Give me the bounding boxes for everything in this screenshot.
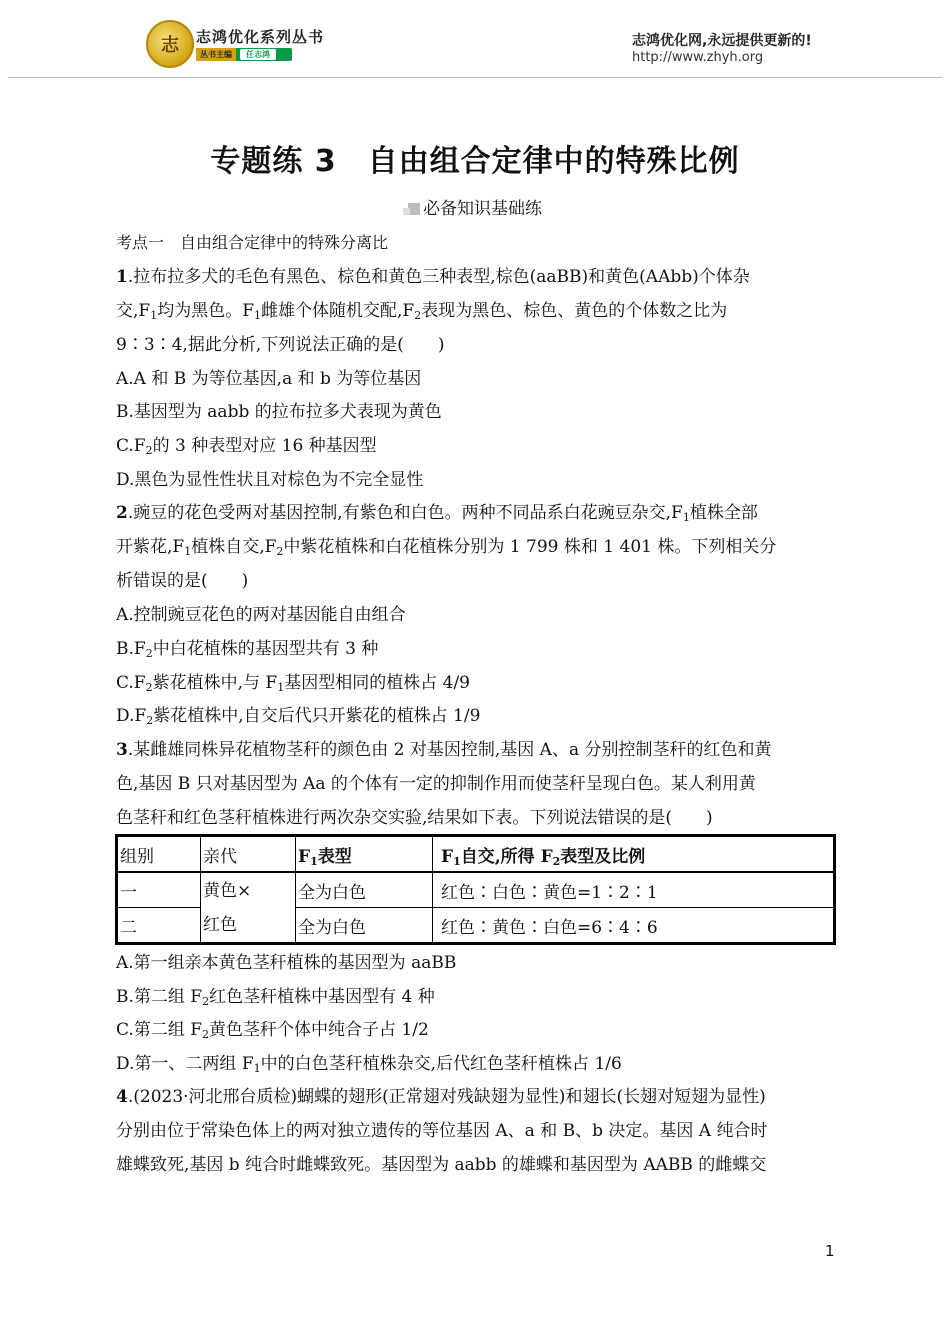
- experiment-table: [115, 834, 836, 945]
- cell-group: 二: [117, 908, 201, 944]
- q3-line-1: 3.某雌雄同株异花植物茎秆的颜色由 2 对基因控制,基因 A、a 分别控制茎秆的红色和黄: [116, 740, 772, 760]
- q3-line-3: 色茎秆和红色茎秆植株进行两次杂交实验,结果如下表。下列说法错误的是( ): [116, 808, 713, 828]
- q1-option-c[interactable]: $C.F_2$的 3 种表型对应 16 种基因型: [116, 436, 377, 457]
- cell-group: 一: [117, 872, 201, 908]
- q2-option-d[interactable]: $D.F_2$紫花植株中,自交后代只开紫花的植株占 1/9: [116, 706, 481, 727]
- header-parent: 亲代: [201, 836, 296, 873]
- q3-option-c[interactable]: C.第二组 $F_2$黄色茎秆个体中纯合子占 1/2: [116, 1020, 429, 1041]
- q3-option-b[interactable]: B.第二组 $F_2$红色茎秆植株中基因型有 4 种: [116, 987, 435, 1008]
- header-slogan: 志鸿优化网,永远提供更新的!: [632, 33, 812, 49]
- q2-option-c[interactable]: $C.F_2$紫花植株中,与 $F_1$基因型相同的植株占 4/9: [116, 673, 470, 694]
- table-row: [117, 872, 835, 908]
- page-title: 专题练 3 自由组合定律中的特殊比例: [210, 144, 740, 179]
- editor-label: 丛书主编: [196, 48, 236, 61]
- q1-line-1: 1.拉布拉多犬的毛色有黑色、棕色和黄色三种表型,棕色(aaBB)和黄色(AAbb)个体杂: [116, 267, 750, 287]
- q4-line-2: 分别由位于常染色体上的两对独立遗传的等位基因 A、a 和 B、b 决定。基因 A 纯合时: [116, 1121, 768, 1141]
- cell-f1: 全为白色: [296, 908, 433, 944]
- page-number: 1: [825, 1242, 835, 1260]
- q1-line-2: 交$,F_1$均为黑色。$F_1$雌雄个体随机交配$,F_2$表现为黑色、棕色、黄色的个体数之比为: [116, 301, 728, 322]
- q3-line-2: 色,基因 B 只对基因型为 Aa 的个体有一定的抑制作用而使茎秆呈现白色。某人利用黄: [116, 774, 756, 794]
- series-logo-icon: 志: [146, 20, 194, 68]
- header-group: 组别: [117, 836, 201, 873]
- table-header-row: [117, 836, 835, 873]
- section-title: 考点一 自由组合定律中的特殊分离比: [116, 233, 389, 252]
- q2-line-3: 析错误的是( ): [116, 571, 249, 591]
- q3-option-a[interactable]: A.第一组亲本黄色茎秆植株的基因型为 aaBB: [116, 953, 457, 973]
- section-subheading: 必备知识基础练: [0, 194, 950, 219]
- header-f1-phenotype: $F_1$表型: [296, 836, 433, 873]
- q2-option-a[interactable]: A.控制豌豆花色的两对基因能自由组合: [116, 605, 406, 625]
- editor-badge: [196, 48, 292, 61]
- cell-f2: 红色∶黄色∶白色=6∶4∶6: [433, 908, 835, 944]
- square-bullet-icon: [408, 203, 420, 215]
- q1-option-a[interactable]: A.A 和 B 为等位基因,a 和 b 为等位基因: [116, 369, 422, 389]
- header-f2-ratio: $F_1$自交,所得 $F_2$表型及比例: [433, 836, 835, 873]
- header-url[interactable]: http://www.zhyh.org: [632, 50, 764, 65]
- q2-option-b[interactable]: $B.F_2$中白花植株的基因型共有 3 种: [116, 639, 379, 660]
- cell-parent: 黄色× 红色: [201, 872, 296, 944]
- q1-line-3: 9∶3∶4,据此分析,下列说法正确的是( ): [116, 335, 445, 355]
- q3-option-d[interactable]: D.第一、二两组 $F_1$中的白色茎秆植株杂交,后代红色茎秆植株占 1/6: [116, 1054, 622, 1075]
- cell-f1: 全为白色: [296, 872, 433, 908]
- q1-option-b[interactable]: B.基因型为 aabb 的拉布拉多犬表现为黄色: [116, 402, 442, 422]
- cell-f2: 红色∶白色∶黄色=1∶2∶1: [433, 872, 835, 908]
- header-divider: [8, 77, 942, 78]
- q4-line-3: 雄蝶致死,基因 b 纯合时雌蝶致死。基因型为 aabb 的雄蝶和基因型为 AABB 的雌蝶交: [116, 1155, 767, 1175]
- q1-option-d[interactable]: D.黑色为显性性状且对棕色为不完全显性: [116, 470, 424, 490]
- q2-line-1: 2.豌豆的花色受两对基因控制,有紫色和白色。两种不同品系白花豌豆杂交$,F_1$植株全部: [116, 503, 758, 524]
- series-title: 志鸿优化系列丛书: [196, 28, 325, 46]
- page-header: [0, 0, 950, 82]
- editor-name: 任志鸿: [240, 49, 276, 60]
- q4-line-1: 4.(2023·河北邢台质检)蝴蝶的翅形(正常翅对残缺翅为显性)和翅长(长翅对短翅为显性): [116, 1087, 766, 1107]
- q2-line-2: 开紫花$,F_1$植株自交$,F_2$中紫花植株和白花植株分别为 1 799 株和 1 401 株。下列相关分: [116, 537, 777, 558]
